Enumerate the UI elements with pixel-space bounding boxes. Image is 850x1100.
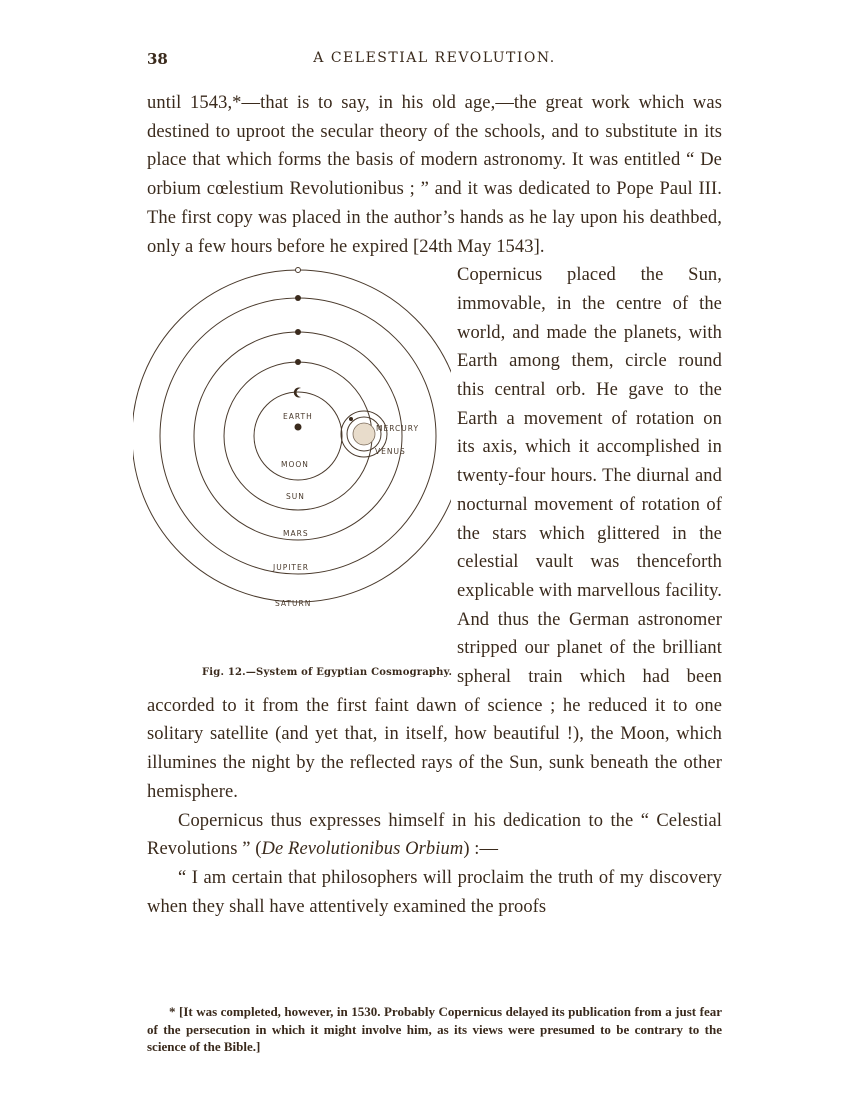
jupiter-planet	[295, 295, 301, 301]
page-header	[147, 50, 722, 74]
page-number: 38	[147, 50, 168, 68]
cosmography-diagram	[133, 261, 451, 679]
label-sun: SUN	[286, 492, 305, 502]
sun-orbit	[224, 362, 372, 510]
label-earth: EARTH	[283, 412, 313, 422]
venus-planet	[349, 417, 353, 421]
footnote	[147, 1003, 722, 1056]
paragraph-4: “ I am certain that philosophers will proclaim the truth of my discovery when they shall have attentively examined the proofs	[147, 867, 722, 917]
footnote-text: * [It was completed, however, in 1530. Probably Copernicus delayed its publication from a just fear of the persecution in which it might involve him, as its views were presumed to be contrary to the science of the Bible.]	[147, 1004, 722, 1054]
label-mars: MARS	[283, 529, 309, 539]
paragraph-3-end: ) :—	[463, 839, 499, 860]
figure-caption: Fig. 12.—System of Egyptian Cosmography.	[202, 667, 453, 679]
paragraph-2-text: Copernicus placed the Sun, immovable, in the centre of the world, and made the planets, with Earth among them, circle round this central orb. He gave to the Earth a movement of rotation on its axis, which it accomplished in twenty-four hours. The diurnal and nocturnal movement of rotation of the stars which glittered in the celestial vault was thenceforth explicable with marvellous facility. And thus the German astronomer stripped our planet of the brilliant spheral train which had been accorded to it from the first faint dawn of science ; he reduced it to one solitary satellite (and yet that, in itself, how beautiful !), the Moon, which illumines the night by the reflected rays of the Sun, sunk beneath the other hemisphere.	[147, 265, 722, 802]
sun-orbit-marker	[295, 359, 301, 365]
running-head: A CELESTIAL REVOLUTION.	[313, 50, 556, 66]
earth-planet	[295, 424, 302, 431]
label-moon: MOON	[281, 460, 309, 470]
paragraph-3	[147, 807, 722, 864]
saturn-planet	[296, 268, 301, 273]
label-venus: VENUS	[375, 447, 406, 457]
sun-icon	[353, 423, 375, 445]
mars-planet	[295, 329, 301, 335]
paragraph-1: until 1543,*—that is to say, in his old age,—the great work which was destined to uproot the secular theory of the schools, and to substitute in its place that which forms the basis of modern astronomy. It was entitled “ De orbium cœlestium Revolutionibus ; ” and it was dedicated to Pope Paul III. The first copy was placed in the author’s hands as he lay upon his deathbed, only a few hours before he expired [24th May 1543].	[147, 93, 722, 257]
paragraph-3-title: De Revolutionibus Orbium	[261, 839, 464, 860]
body-text	[147, 89, 722, 921]
paragraph-3-text: Copernicus thus expresses himself in his dedication to the “ Celestial Revolutions ” (	[147, 810, 722, 860]
label-saturn: SATURN	[275, 599, 312, 609]
paragraph-2	[147, 261, 722, 806]
saturn-orbit	[133, 270, 451, 602]
label-jupiter: JUPITER	[273, 563, 309, 573]
cosmography-figure	[133, 261, 451, 679]
label-mercury: MERCURY	[376, 424, 420, 434]
